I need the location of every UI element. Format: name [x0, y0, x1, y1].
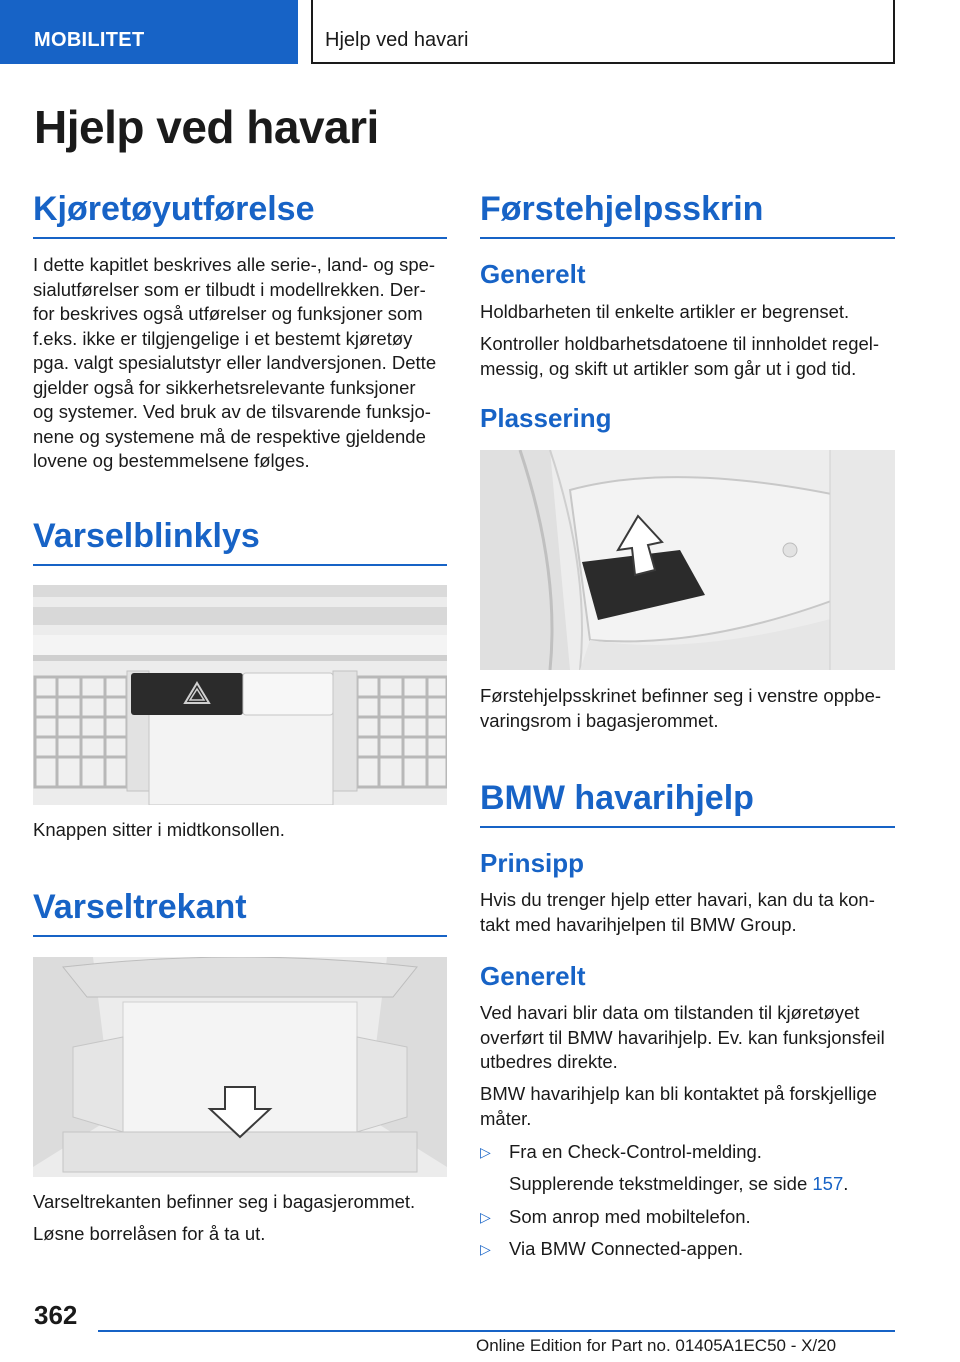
prinsipp-line: takt med havarihjelpen til BMW Group. — [480, 913, 797, 935]
prinsipp-paragraph — [480, 888, 895, 937]
kjoretoy-line: og systemer. Ved bruk av de tilsvarende funksjo- — [33, 401, 431, 422]
page-157-link[interactable]: 157 — [812, 1173, 844, 1194]
bullet-text: Via BMW Connected-appen. — [509, 1238, 744, 1259]
bullet-triangle-icon: ▷ — [480, 1144, 491, 1160]
havari-generelt-line: Ved havari blir data om tilstanden til kjøretøyet — [480, 1002, 860, 1023]
bullet-triangle-icon: ▷ — [480, 1209, 491, 1225]
heading-bmw-havarihjelp: BMW havarihjelp — [480, 779, 895, 828]
kjoretoy-line: lovene og bestemmelsene følges. — [33, 450, 310, 471]
varselblinklys-caption: Knappen sitter i midtkonsollen. — [33, 819, 285, 840]
subtext-suffix: . — [843, 1173, 849, 1194]
forstehjelp-paragraph-1: Holdbarheten til enkelte artikler er begrenset. — [480, 301, 850, 322]
kjoretoy-line: pga. valgt spesialutstyr eller landversjonen. Dette — [33, 352, 437, 373]
footer-edition: Online Edition for Part no. 01405A1EC50 - X/20 — [476, 1336, 837, 1355]
subheading-plassering: Plassering — [480, 403, 612, 433]
havari-kontakt-line: måter. — [480, 1107, 532, 1129]
bullet-triangle-icon: ▷ — [480, 1241, 491, 1257]
subheading-generelt: Generelt — [480, 259, 586, 289]
havari-generelt-line: overført til BMW havarihjelp. Ev. kan funksjonsfeil — [480, 1026, 885, 1048]
havari-kontakt-paragraph — [480, 1082, 895, 1131]
plassering-caption — [480, 684, 895, 733]
havari-generelt-paragraph — [480, 1001, 895, 1075]
section-tab[interactable]: MOBILITET — [0, 0, 298, 64]
trunk-warning-triangle-image — [33, 957, 447, 1177]
subtext-prefix: Supplerende tekstmeldinger, se side — [509, 1173, 813, 1194]
heading-varseltrekant: Varseltrekant — [33, 888, 447, 937]
forstehjelp-paragraph-2 — [480, 332, 895, 381]
havari-kontakt-line: BMW havarihjelp kan bli kontaktet på forskjellige — [480, 1083, 877, 1104]
prinsipp-line: Hvis du trenger hjelp etter havari, kan du ta kon- — [480, 889, 875, 910]
chapter-tab[interactable]: Hjelp ved havari — [311, 0, 895, 64]
forstehjelp-line: messig, og skift ut artikler som går ut i god tid. — [480, 357, 857, 379]
kjoretoy-line: for beskrives også utførelser og funksjoner som — [33, 303, 423, 324]
kjoretoy-line: f.eks. ikke er tilgjengelige i et bestemt kjøretøy — [33, 327, 413, 349]
bullet-text: Fra en Check-Control-melding. — [509, 1141, 762, 1162]
plassering-line: varingsrom i bagasjerommet. — [480, 709, 719, 731]
page-title: Hjelp ved havari — [34, 101, 379, 153]
varseltrekant-caption-1: Varseltrekanten befinner seg i bagasjerommet. — [33, 1191, 416, 1212]
subheading-generelt-havari: Generelt — [480, 961, 586, 991]
heading-varselblinklys: Varselblinklys — [33, 517, 447, 566]
bullet-text: Som anrop med mobiltelefon. — [509, 1206, 751, 1227]
hazard-button-image — [33, 585, 447, 805]
page-number: 362 — [34, 1300, 78, 1330]
forstehjelp-line: Kontroller holdbarhetsdatoene til innholdet regel- — [480, 333, 880, 354]
havari-generelt-line: utbedres direkte. — [480, 1051, 618, 1072]
subheading-prinsipp: Prinsipp — [480, 848, 585, 878]
plassering-line: Førstehjelpsskrinet befinner seg i venstre oppbe- — [480, 685, 882, 706]
kjoretoy-line: nene og systemene må de respektive gjeldende — [33, 425, 426, 447]
heading-kjoretoyutforelse: Kjøretøyutførelse — [33, 190, 447, 239]
first-aid-kit-location-image — [480, 450, 895, 670]
heading-forstehjelpsskrin: Førstehjelpsskrin — [480, 190, 895, 239]
kjoretoy-line: I dette kapitlet beskrives alle serie-, land- og spe- — [33, 254, 436, 275]
kjoretoy-line: gjelder også for sikkerhetsrelevante funksjoner — [33, 376, 416, 398]
kjoretoy-paragraph — [33, 253, 447, 474]
footer-divider — [98, 1330, 895, 1332]
varseltrekant-caption-2: Løsne borrelåsen for å ta ut. — [33, 1223, 266, 1244]
kjoretoy-line: sialutførelser som er tilbudt i modellrekken. Der- — [33, 278, 426, 300]
bullet-subtext — [509, 1172, 848, 1197]
